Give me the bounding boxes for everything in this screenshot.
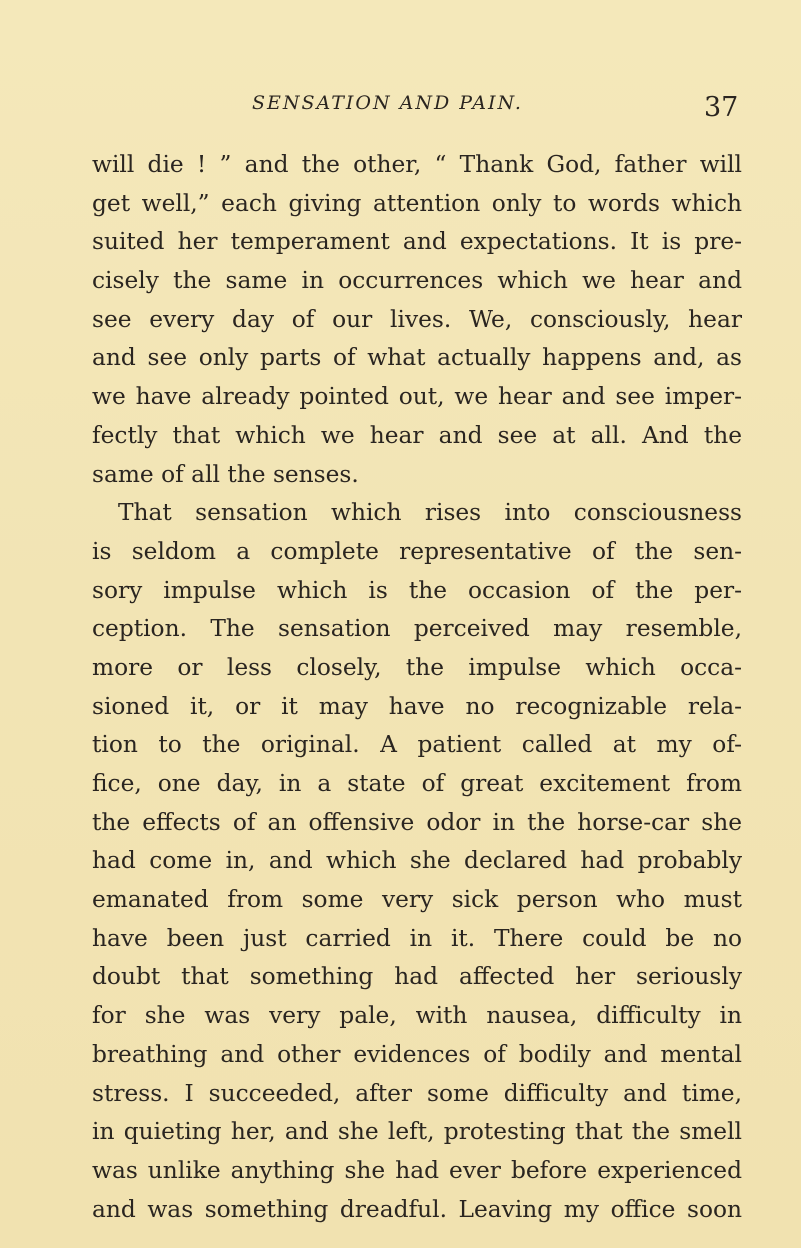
text-line: and was something dreadful. Leaving my office soon: [92, 1195, 742, 1223]
text-line: sioned it, or it may have no recognizable rela-: [92, 692, 742, 720]
text-line: fectly that which we hear and see at all. And the: [92, 421, 742, 449]
text-line: emanated from some very sick person who must: [92, 886, 742, 914]
running-head: SENSATION AND PAIN.: [252, 92, 523, 114]
text-line: doubt that something had affected her seriously: [92, 963, 742, 991]
text-line: see every day of our lives. We, consciously, hear: [92, 305, 742, 333]
body-text: [92, 146, 742, 1229]
text-line: is seldom a complete representative of the sen-: [92, 537, 742, 565]
text-line: was unlike anything she had ever before experienced: [92, 1156, 742, 1184]
text-line: ception. The sensation perceived may resemble,: [92, 615, 742, 643]
text-line: have been just carried in it. There could be no: [92, 924, 742, 952]
text-line: sory impulse which is the occasion of the per-: [92, 576, 742, 604]
text-line: suited her temperament and expectations. It is pre-: [92, 228, 742, 256]
text-line: we have already pointed out, we hear and see imper-: [92, 383, 742, 411]
text-line: in quieting her, and she left, protesting that the smell: [92, 1118, 742, 1146]
text-line: cisely the same in occurrences which we hear and: [92, 267, 742, 295]
paragraph-start-line: That sensation which rises into consciousness: [118, 499, 742, 527]
text-line: breathing and other evidences of bodily and mental: [92, 1040, 742, 1068]
text-line: more or less closely, the impulse which occa-: [92, 653, 742, 681]
text-line: will die ! ” and the other, “ Thank God, father will: [92, 151, 742, 178]
text-line: tion to the original. A patient called at my of-: [92, 731, 742, 759]
text-line: for she was very pale, with nausea, difficulty in: [92, 1002, 742, 1030]
text-line: had come in, and which she declared had probably: [92, 847, 742, 875]
text-line: get well,” each giving attention only to words which: [92, 189, 742, 217]
page-number: 37: [704, 92, 739, 123]
text-line: the effects of an offensive odor in the horse-car she: [92, 808, 742, 836]
text-line: same of all the senses.: [92, 460, 359, 488]
text-line: stress. I succeeded, after some difficulty and time,: [92, 1079, 742, 1107]
text-line: and see only parts of what actually happens and, as: [92, 344, 742, 372]
text-line: fice, one day, in a state of great excitement from: [92, 770, 742, 797]
